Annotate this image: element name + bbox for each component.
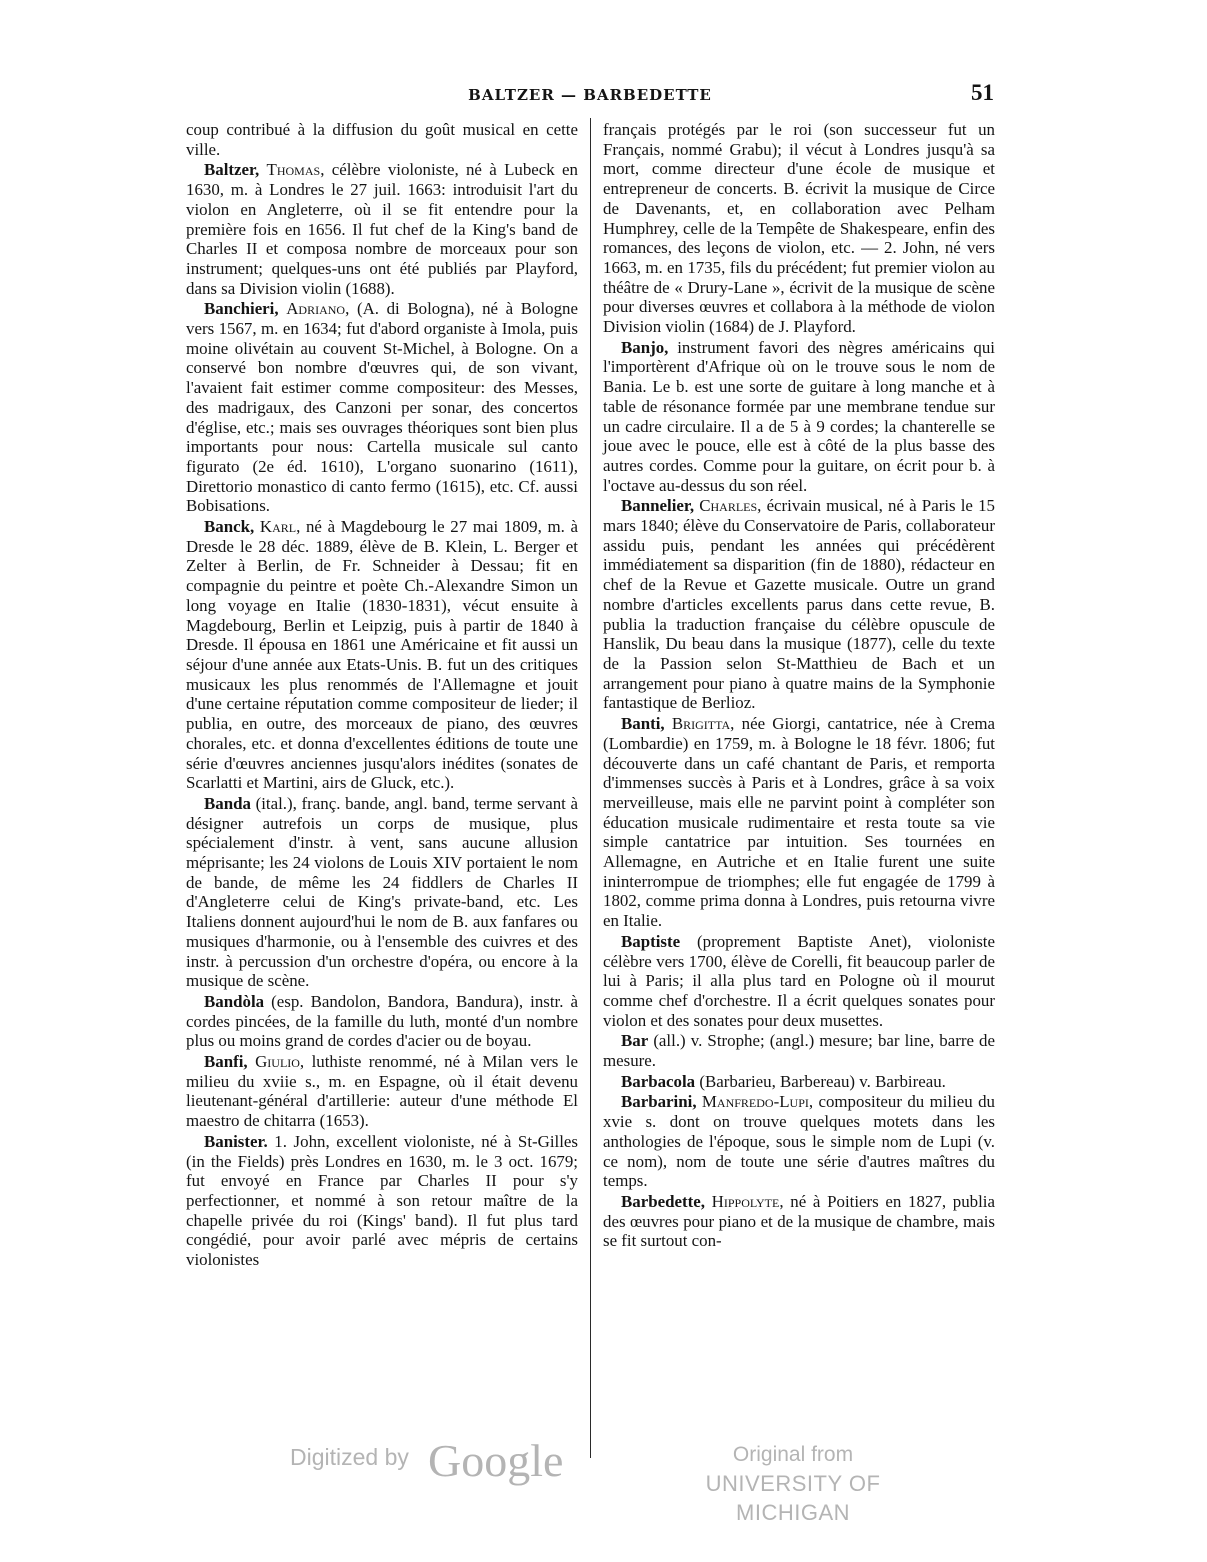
dictionary-entry-banti: [603, 714, 995, 931]
dictionary-entry-banchieri: [186, 299, 578, 516]
left-column: [186, 120, 578, 1271]
entry-forename: Thomas,: [266, 160, 325, 180]
entry-body: 1. John, excellent violoniste, né à St-Gilles (in the Fields) près Londres en 1630, m. le 3 oct. 1679; fut envoyé en France par Charles II pour s'y perfectionner, et nommé à son retour maître de la chapelle privée du roi (Kings' band). Il fut plus tard congédié, pour avoir parlé avec mépris de certains violonistes: [186, 1131, 578, 1270]
dictionary-entry-banjo: [603, 338, 995, 496]
entry-headword: Banister.: [204, 1131, 268, 1151]
entry-headword: Banda: [204, 793, 251, 813]
running-title: BALTZER — BARBEDETTE: [468, 86, 712, 104]
entry-forename: Brigitta,: [671, 714, 735, 734]
digitization-watermark: [0, 1435, 1207, 1525]
page-number: 51: [971, 80, 994, 105]
dictionary-entry-bandola: [186, 992, 578, 1051]
original-from-label: Original from: [732, 1443, 854, 1466]
entry-headword: Bandòla: [204, 991, 265, 1011]
dictionary-entry-barbacola: [603, 1072, 995, 1092]
entry-body: né à Magdebourg le 27 mai 1809, m. à Dresde le 28 déc. 1889, élève de B. Klein, L. Berger et Zelter à Berlin, de Fr. Schneider à Dessau; fit en compagnie du peintre et poète Ch.-Alexandre Simon un long voyage en Italie (1830-1831), vécut ensuite à Magdebourg, Berlin et Leipzig, puis à partir de 1840 à Dresde. Il épousa en 1861 une Américaine et fit aussi un séjour d'une année aux Etats-Unis. B. fut un des critiques musicaux les plus renommés de l'Allemagne et jouit d'une certaine réputation comme compositeur de lieder; il publia, en outre, des morceaux de piano, des œuvres chorales, etc. et donna d'excellentes éditions de toute une série d'œuvres anciennes jusqu'alors inédites (sonates de Scarlatti et Martini, airs de Gluck, etc.).: [186, 517, 578, 793]
entry-headword: Banti,: [621, 714, 665, 734]
dictionary-entry-banck: [186, 517, 578, 793]
entry-body: (esp. Bandolon, Bandora, Bandura), instr. à cordes pincées, de la famille du luth, monté d'un nombre plus ou moins grand de cordes d'acier ou de boyau.: [186, 991, 578, 1051]
google-logo: Google: [428, 1435, 564, 1486]
source-library-label: [668, 1440, 918, 1527]
entry-headword: Bar: [621, 1031, 649, 1051]
entry-headword: Bannelier,: [621, 496, 695, 516]
continuation-text: coup contribué à la diffusion du goût musical en cette ville.: [186, 120, 578, 159]
right-column: [603, 120, 995, 1252]
column-divider: [590, 118, 591, 1458]
entry-body: née Giorgi, cantatrice, née à Crema (Lombardie) en 1759, m. à Bologne le 18 févr. 1806; fut découverte dans un café chantant de Paris, et remporta d'immenses succès à Paris et à Londres, grâce à sa voix merveilleuse, mais elle ne parvint point à compléter son éducation musicale rudimentaire et resta toute sa vie simple cantatrice par intuition. Ses tournées en Allemagne, en Autriche et en Italie furent une suite ininterrompue de triomphes; elle fut engagée de 1799 à 1802, comme prima donna à Londres, puis retourna vivre en Italie.: [603, 714, 995, 931]
entry-body: (ital.), franç. bande, angl. band, terme servant à désigner autrefois un corps de musique, plus spécialement d'instr. à vent, sans aucune allusion méprisante; les 24 violons de Louis XIV portaient le nom de bande, de même les 24 fiddlers de Charles II d'Angleterre celui de King's private-band, etc. Les Italiens donnent aujourd'hui le nom de B. aux fanfares ou musiques d'harmonie, ou à l'ensemble des cuivres et des instr. à percussion d'un orchestre d'opéra, ou encore à la musique de scène.: [186, 793, 578, 991]
entry-body: (all.) v. Strophe; (angl.) mesure; bar line, barre de mesure.: [603, 1031, 995, 1071]
entry-forename: Manfredo-Lupi,: [701, 1092, 814, 1112]
entry-body: instrument favori des nègres américains qui l'importèrent d'Afrique où on le trouve sous le nom de Bania. Le b. est une sorte de guitare à long manche et à table de résonance formée par une membrane tendue sur un cadre circulaire. Il a de 5 à 9 cordes; la chanterelle se joue avec le pouce, elle est à côté de la plus basse des autres cordes. Comme pour la guitare, on écrit pour b. à l'octave au-dessus du son réel.: [603, 337, 995, 495]
entry-forename: Giulio,: [255, 1052, 305, 1072]
entry-body: (Barbarieu, Barbereau) v. Barbireau.: [699, 1071, 946, 1091]
entry-headword: Barbarini,: [621, 1092, 697, 1112]
digitized-by-label: Digitized by: [290, 1444, 409, 1470]
entry-headword: Banchieri,: [204, 299, 279, 319]
dictionary-entry-bar: [603, 1031, 995, 1070]
entry-forename: Hippolyte,: [711, 1191, 784, 1211]
entry-body: né à Poitiers en 1827, publia des œuvres pour piano et de la musique de chambre, mais se fit surtout con-: [603, 1191, 995, 1251]
dictionary-entry-barbarini: [603, 1092, 995, 1191]
entry-body: (proprement Baptiste Anet), violoniste célèbre vers 1700, élève de Corelli, fit beaucoup parler de lui à Paris; il alla plus tard en Pologne où il mourut comme chef d'orchestre. Il a écrit quelques sonates pour violon et des sonates pour deux musettes.: [603, 931, 995, 1030]
entry-headword: Banck,: [204, 517, 255, 537]
entry-headword: Baltzer,: [204, 160, 260, 180]
dictionary-entry-bannelier: [603, 496, 995, 713]
entry-forename: Karl,: [259, 517, 301, 537]
dictionary-entry-banda: [186, 794, 578, 991]
entry-body: célèbre violoniste, né à Lubeck en 1630, m. à Londres le 27 juil. 1663: introduisit l'art du violon en Angleterre, où il se fit entendre pour la première fois en 1656. Il fut chef de la King's band de Charles II et composa nombre de morceaux pour son instrument; quelques-uns ont été publiés par Playford, dans sa Division violin (1688).: [186, 160, 578, 298]
entry-body: luthiste renommé, né à Milan vers le milieu du xviie s., m. en Espagne, où il était devenu lieutenant-général d'artillerie: auteur d'une méthode El maestro de chitarra (1653).: [186, 1052, 578, 1131]
dictionary-entry-baptiste: [603, 932, 995, 1031]
dictionary-entry-banister: [186, 1132, 578, 1270]
entry-body: (A. di Bologna), né à Bologne vers 1567, m. en 1634; fut d'abord organiste à Imola, puis moine olivétain au couvent St-Michel, à Bologne. On a conservé bon nombre d'œuvres qui, de son vivant, l'avaient fait estimer comme compositeur: des Messes, des madrigaux, des Canzoni per sonar, des concertos d'église, etc.; mais ses ouvrages théoriques sont bien plus importants pour nous: Cartella musicale sul canto figurato (2e éd. 1610), L'organo suonarino (1611), Direttorio monastico di canto fermo (1615), etc. Cf. aussi Bobisations.: [186, 299, 578, 516]
running-header: [186, 80, 994, 108]
entry-body: compositeur du milieu du xvie s. dont on trouve quelques motets dans les anthologies de l'époque, sous le simple nom de Lupi (v. ce nom), nom de toute une série d'autres maîtres du temps.: [603, 1092, 995, 1191]
entry-forename: Charles,: [699, 496, 762, 516]
dictionary-entry-barbedette: [603, 1192, 995, 1251]
entry-headword: Banjo,: [621, 337, 669, 357]
entry-headword: Baptiste: [621, 931, 681, 951]
continuation-text: français protégés par le roi (son successeur fut un Français, nommé Grabu); il vécut à Londres jusqu'à sa mort, comme directeur d'une école de musique et entrepreneur de concerts. B. écrivit la musique de Circe de Davenants, et, en collaboration avec Pelham Humphrey, celle de la Tempête de Shakespeare, enfin des romances, des leçons de violon, etc. — 2. John, né vers 1663, m. en 1735, fils du précédent; fut premier violon au théâtre de « Drury-Lane », écrivit de la musique de scène pour diverses œuvres et collabora à la méthode de violon Division violin (1684) de J. Playford.: [603, 120, 995, 337]
entry-headword: Banfi,: [204, 1052, 248, 1072]
entry-headword: Barbedette,: [621, 1191, 705, 1211]
university-label: UNIVERSITY OF MICHIGAN: [705, 1471, 881, 1525]
entry-forename: Adriano,: [286, 299, 350, 319]
dictionary-entry-banfi: [186, 1052, 578, 1131]
entry-headword: Barbacola: [621, 1071, 696, 1091]
dictionary-entry-baltzer: [186, 160, 578, 298]
entry-body: écrivain musical, né à Paris le 15 mars 1840; élève du Conservatoire de Paris, collaborateur assidu puis, pendant les années qui précédèrent immédiatement sa disparition (fin de 1880), rédacteur en chef de la Revue et Gazette musicale. Outre un grand nombre d'articles excellents parus dans cette revue, B. publia la traduction française du célèbre opuscule de Hanslik, Du beau dans la musique (1877), celle du texte de la Passion selon St-Matthieu de Bach et un arrangement pour piano à quatre mains de la Symphonie fantastique de Berlioz.: [603, 496, 995, 713]
